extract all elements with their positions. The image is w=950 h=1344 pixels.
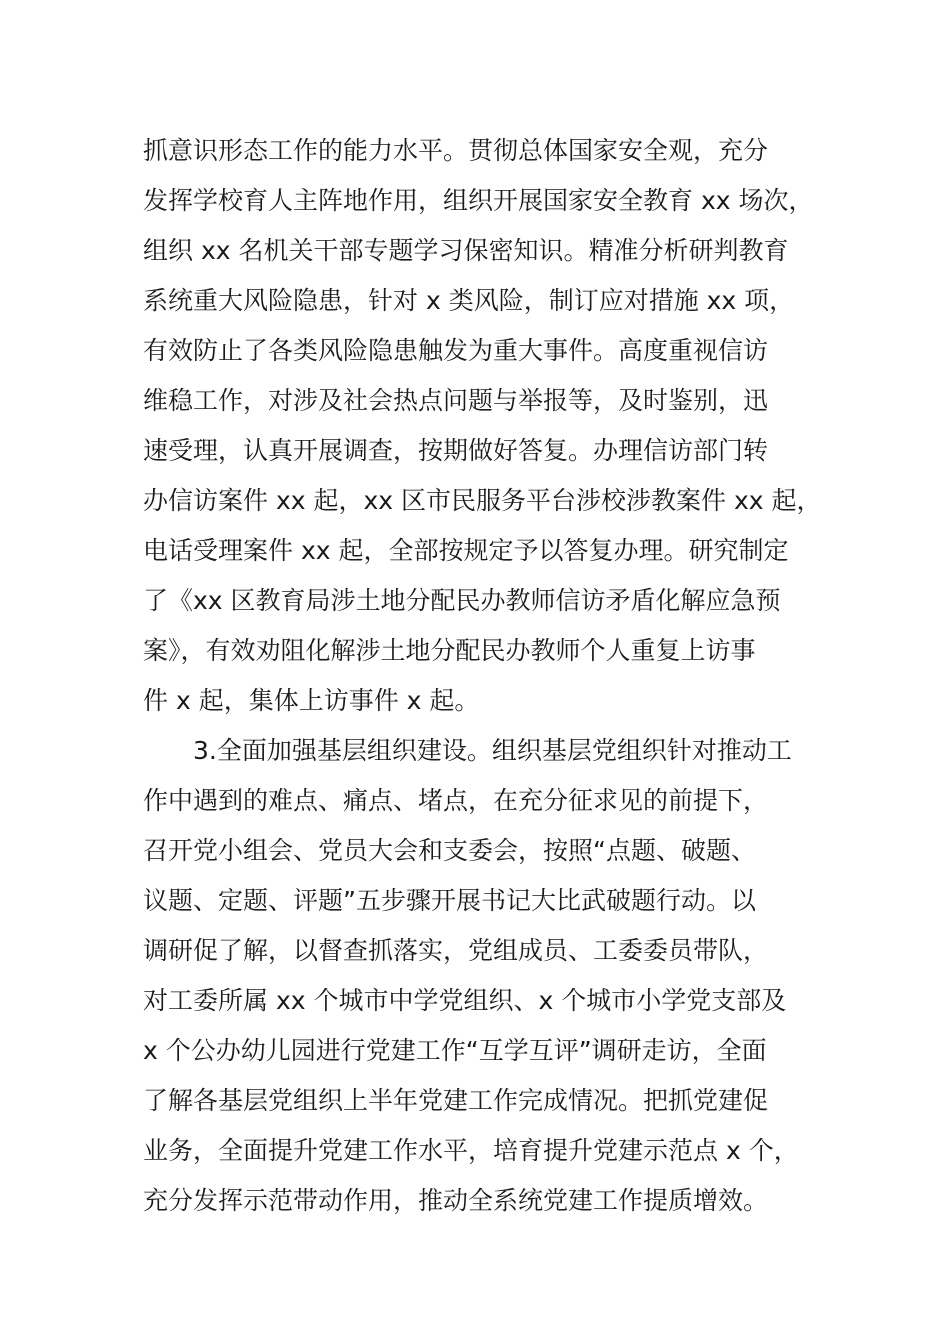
text-line: 充分发挥示范带动作用，推动全系统党建工作提质增效。 [143,1186,769,1215]
text-line: 组织 xx 名机关干部专题学习保密知识。精准分析研判教育 [143,236,789,265]
text-line: x 个公办幼儿园进行党建工作“互学互评”调研走访，全面 [143,1036,767,1065]
text-line: 召开党小组会、党员大会和支委会，按照“点题、破题、 [143,836,756,865]
text-line: 办信访案件 xx 起，xx 区市民服务平台涉校涉教案件 xx 起， [143,486,822,515]
text-line: 了解各基层党组织上半年党建工作完成情况。把抓党建促 [143,1086,769,1115]
text-line: 3.全面加强基层组织建设。组织基层党组织针对推动工 [193,736,792,765]
text-line: 案》，有效劝阻化解涉土地分配民办教师个人重复上访事 [143,636,756,665]
text-line: 调研促了解，以督查抓落实，党组成员、工委委员带队， [143,936,769,965]
text-line: 业务，全面提升党建工作水平，培育提升党建示范点 x 个， [143,1136,799,1165]
paragraph-2 [143,726,843,1226]
text-line: 了《xx 区教育局涉土地分配民办教师信访矛盾化解应急预 [143,586,781,615]
text-line: 议题、定题、评题”五步骤开展书记大比武破题行动。以 [143,886,756,915]
text-line: 作中遇到的难点、痛点、堵点，在充分征求见的前提下， [143,786,769,815]
text-line: 有效防止了各类风险隐患触发为重大事件。高度重视信访 [143,336,769,365]
text-line: 发挥学校育人主阵地作用，组织开展国家安全教育 xx 场次， [143,186,814,215]
text-line: 速受理，认真开展调查，按期做好答复。办理信访部门转 [143,436,769,465]
text-line: 系统重大风险隐患，针对 x 类风险，制订应对措施 xx 项， [143,286,795,315]
text-line: 抓意识形态工作的能力水平。贯彻总体国家安全观，充分 [143,136,769,165]
text-line: 对工委所属 xx 个城市中学党组织、x 个城市小学党支部及 [143,986,787,1015]
text-line: 件 x 起，集体上访事件 x 起。 [143,686,480,715]
text-line: 维稳工作，对涉及社会热点问题与举报等，及时鉴别，迅 [143,386,769,415]
paragraph-1 [143,126,843,726]
document-body [143,126,843,1226]
text-line: 电话受理案件 xx 起，全部按规定予以答复办理。研究制定 [143,536,789,565]
